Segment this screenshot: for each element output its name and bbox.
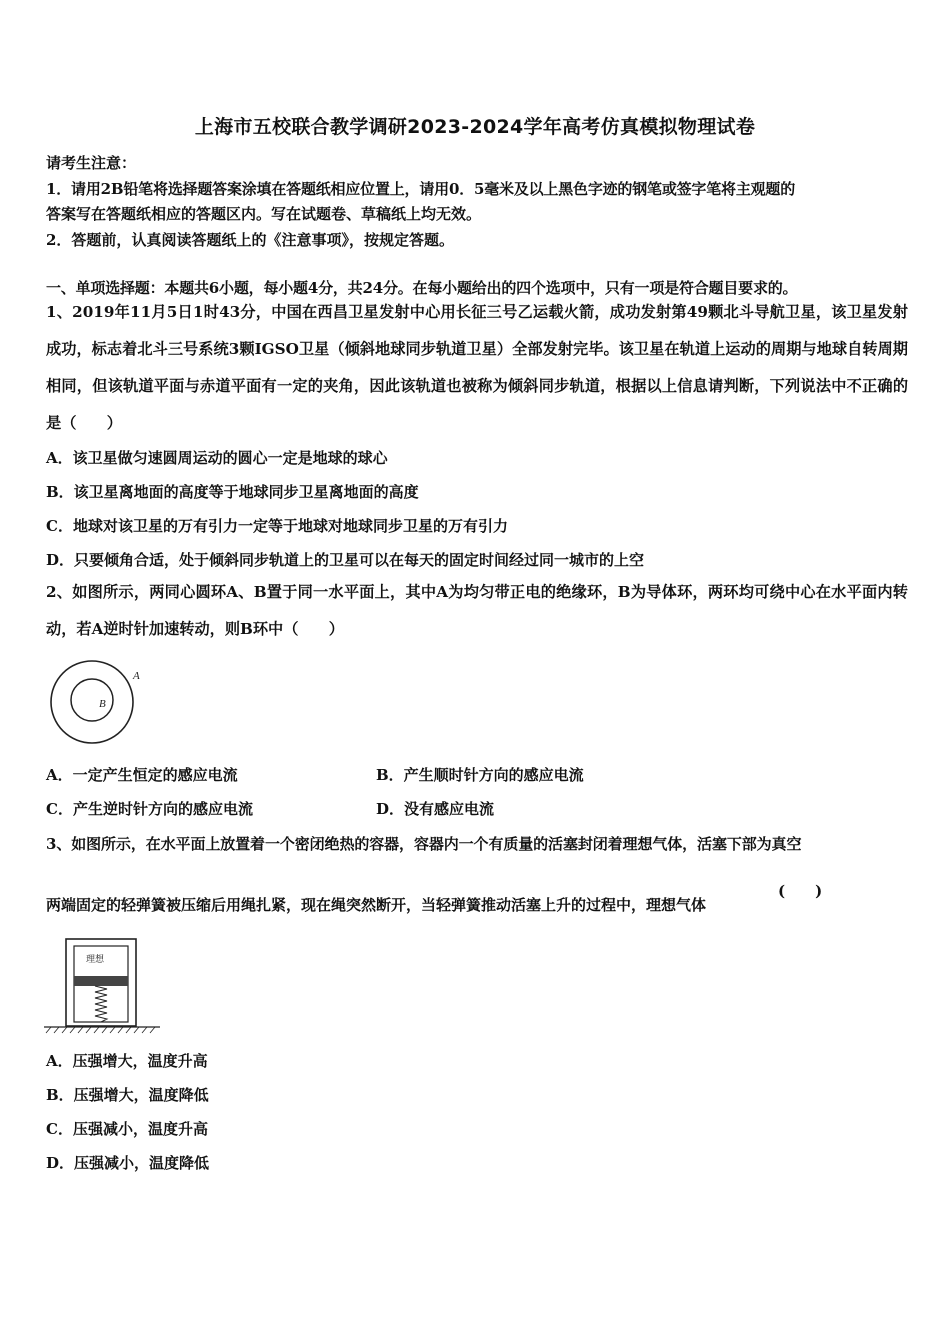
page-title: 上海市五校联合教学调研2023-2024学年高考仿真模拟物理试卷 <box>194 116 756 138</box>
q1-option-d: D．只要倾角合适，处于倾斜同步轨道上的卫星可以在每天的固定时间经过同一城市的上空 <box>46 551 645 569</box>
q3-answer-bracket: ( ) <box>778 882 823 900</box>
outer-ring-a <box>51 661 133 743</box>
piston <box>74 976 128 986</box>
notice-item-1-line-1: 1．请用2B铅笔将选择题答案涂填在答题纸相应位置上，请用0．5毫米及以上黑色字迹的钢笔或签字笔将主观题的 <box>46 180 796 198</box>
q3-stem-line-1: 3、如图所示，在水平面上放置着一个密闭绝热的容器，容器内一个有质量的活塞封闭着理想气体，活塞下部为真空 <box>46 835 802 853</box>
q2-option-d: D．没有感应电流 <box>376 800 495 818</box>
q1-option-a: A．该卫星做匀速圆周运动的圆心一定是地球的球心 <box>46 449 388 467</box>
q3-stem-line-2: 两端固定的轻弹簧被压缩后用绳扎紧，现在绳突然断开，当轻弹簧推动活塞上升的过程中，理想气体 <box>46 896 707 914</box>
section-heading: 一、单项选择题：本题共6小题，每小题4分，共24分。在每小题给出的四个选项中，只有一项是符合题目要求的。 <box>46 279 798 297</box>
q2-rings-figure <box>44 660 148 744</box>
q1-option-c: C．地球对该卫星的万有引力一定等于地球对地球同步卫星的万有引力 <box>46 517 508 535</box>
q2-option-b: B．产生顺时针方向的感应电流 <box>376 766 584 784</box>
q3-option-d: D．压强减小，温度降低 <box>46 1154 210 1172</box>
q3-option-a: A．压强增大，温度升高 <box>46 1052 208 1070</box>
notice-item-2: 2．答题前，认真阅读答题纸上的《注意事项》，按规定答题。 <box>46 231 454 249</box>
q1-option-b: B．该卫星离地面的高度等于地球同步卫星离地面的高度 <box>46 483 419 501</box>
ring-label-b: B <box>99 698 106 710</box>
q1-stem: 1、2019年11月5日1时43分，中国在西昌卫星发射中心用长征三号乙运载火箭，成功发射第49颗北斗导航卫星，该卫星发射成功，标志着北斗三号系统3颗IGSO卫星（倾斜地球同步轨道卫星）全部发射完毕。该卫星在轨道上运动的周期与地球自转周期相同，但该轨道平面与赤道平面有一定的夹角，因此该轨道也被称为倾斜同步轨道，根据以上信息请判断，下列说法中不正确的是（ ） <box>46 303 908 432</box>
inner-ring-b <box>71 679 113 721</box>
notice-item-1-line-2: 答案写在答题纸相应的答题区内。写在试题卷、草稿纸上均无效。 <box>46 205 482 223</box>
notice-heading: 请考生注意： <box>46 154 137 172</box>
q2-stem: 2、如图所示，两同心圆环A、B置于同一水平面上，其中A为均匀带正电的绝缘环，B为导体环，两环均可绕中心在水平面内转动，若A逆时针加速转动，则B环中（ ） <box>46 583 908 638</box>
ring-label-a: A <box>133 670 140 682</box>
q3-option-c: C．压强减小，温度升高 <box>46 1120 208 1138</box>
q2-option-c: C．产生逆时针方向的感应电流 <box>46 800 253 818</box>
ground-hatching <box>46 1027 155 1033</box>
gas-label: 理想 <box>86 955 105 965</box>
q2-option-a: A．一定产生恒定的感应电流 <box>46 766 238 784</box>
q3-container-figure <box>44 938 160 1034</box>
q3-option-b: B．压强增大，温度降低 <box>46 1086 209 1104</box>
